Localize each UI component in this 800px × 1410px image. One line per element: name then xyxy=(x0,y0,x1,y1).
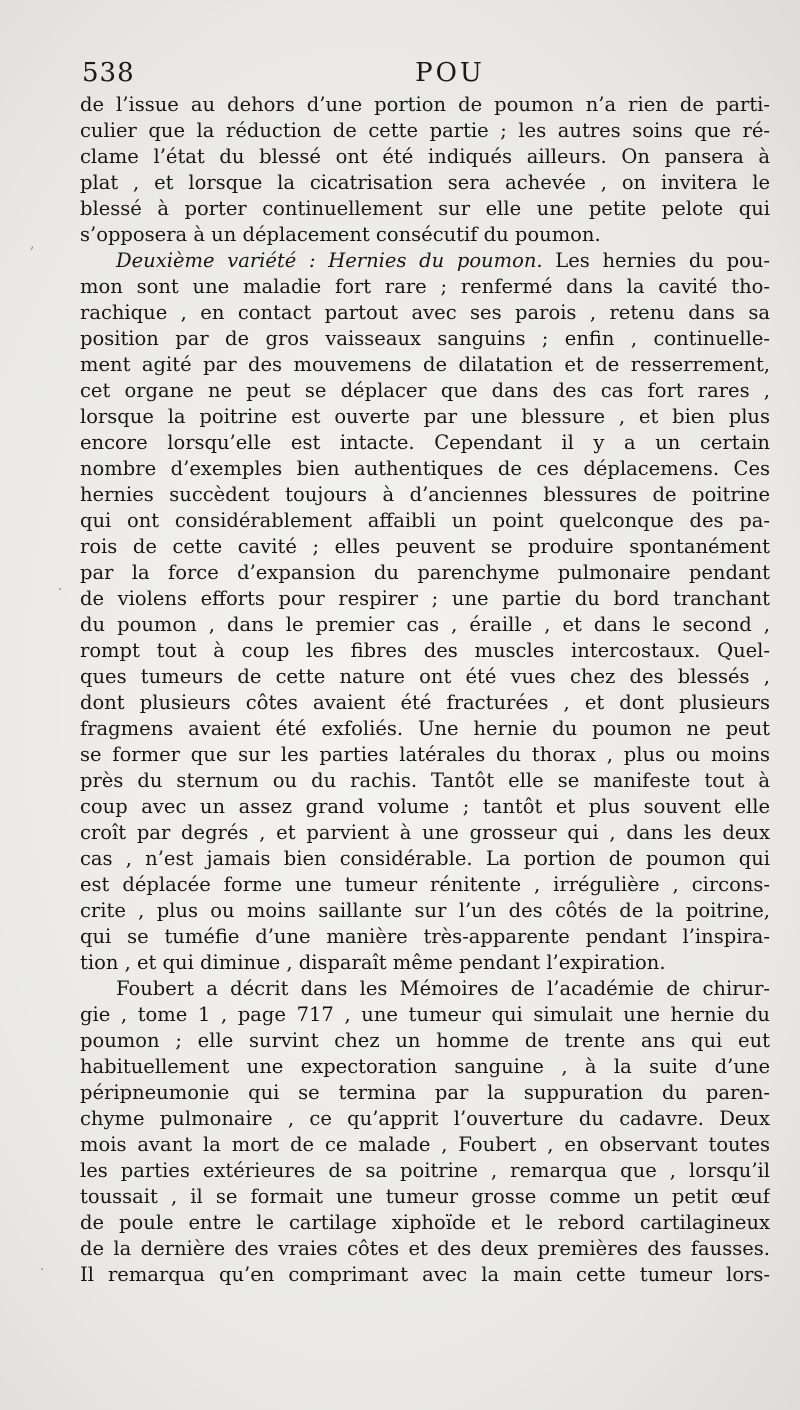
text-line: habituellement une expectoration sanguine , à la suite d’une xyxy=(80,1055,770,1078)
text-line: péripneumonie qui se termina par la suppuration du paren- xyxy=(80,1081,770,1104)
text-line: culier que la réduction de cette partie ; les autres soins que ré- xyxy=(80,119,770,142)
text-line: Les hernies du pou- xyxy=(555,249,770,272)
text-line: s’opposera à un déplacement consécutif du poumon. xyxy=(80,223,601,246)
text-line: hernies succèdent toujours à d’anciennes blessures de poitrine xyxy=(80,483,770,506)
text-line: les parties extérieures de sa poitrine , remarqua que , lorsqu’il xyxy=(80,1159,770,1182)
text-line-with-heading xyxy=(80,248,770,274)
text-line: tion , et qui diminue , disparaît même pendant l’expiration. xyxy=(80,951,666,974)
text-line: qui se tuméfie d’une manière très-apparente pendant l’inspira- xyxy=(80,925,770,948)
margin-speck: , xyxy=(30,236,35,252)
text-line: par la force d’expansion du parenchyme pulmonaire pendant xyxy=(80,561,770,584)
text-line: clame l’état du blessé ont été indiqués ailleurs. On pansera à xyxy=(80,145,770,168)
text-line: croît par degrés , et parvient à une grosseur qui , dans les deux xyxy=(80,821,770,844)
text-line: plat , et lorsque la cicatrisation sera achevée , on invitera le xyxy=(80,171,770,194)
text-line: lorsque la poitrine est ouverte par une blessure , et bien plus xyxy=(80,405,770,428)
text-line: crite , plus ou moins saillante sur l’un des côtés de la poitrine, xyxy=(80,899,770,922)
text-line: position par de gros vaisseaux sanguins ; enfin , continuelle- xyxy=(80,327,770,350)
page-number: 538 xyxy=(82,58,135,88)
text-line: cet organe ne peut se déplacer que dans des cas fort rares , xyxy=(80,379,770,402)
text-line: se former que sur les parties latérales du thorax , plus ou moins xyxy=(80,743,770,766)
text-line: fragmens avaient été exfoliés. Une hernie du poumon ne peut xyxy=(80,717,770,740)
text-line: gie , tome 1 , page 717 , une tumeur qui simulait une hernie du xyxy=(80,1003,770,1026)
text-line: rachique , en contact partout avec ses parois , retenu dans sa xyxy=(80,301,770,324)
text-line: Foubert a décrit dans les Mémoires de l’académie de chirur- xyxy=(116,977,770,1000)
text-line: qui ont considérablement affaibli un point quelconque des pa- xyxy=(80,509,770,532)
text-line: près du sternum ou du rachis. Tantôt elle se manifeste tout à xyxy=(80,769,770,792)
margin-speck: . xyxy=(58,578,63,594)
text-line: de l’issue au dehors d’une portion de poumon n’a rien de parti- xyxy=(80,93,770,116)
running-head: POU xyxy=(415,58,485,88)
text-line: de violens efforts pour respirer ; une partie du bord tranchant xyxy=(80,587,770,610)
text-line: coup avec un assez grand volume ; tantôt et plus souvent elle xyxy=(80,795,770,818)
margin-speck: · xyxy=(40,1262,45,1278)
text-line: ment agité par des mouvemens de dilatation et de resserrement, xyxy=(80,353,770,376)
text-line: Il remarqua qu’en comprimant avec la main cette tumeur lors- xyxy=(80,1263,770,1286)
text-line: est déplacée forme une tumeur rénitente , irrégulière , circons- xyxy=(80,873,770,896)
text-line: cas , n’est jamais bien considérable. La portion de poumon qui xyxy=(80,847,770,870)
text-line: encore lorsqu’elle est intacte. Cependant il y a un certain xyxy=(80,431,770,454)
body-text xyxy=(80,92,770,1288)
text-line: dont plusieurs côtes avaient été fracturées , et dont plusieurs xyxy=(80,691,770,714)
text-line: poumon ; elle survint chez un homme de trente ans qui eut xyxy=(80,1029,770,1052)
text-line: chyme pulmonaire , ce qu’apprit l’ouverture du cadavre. Deux xyxy=(80,1107,770,1130)
text-line: blessé à porter continuellement sur elle une petite pelote qui xyxy=(80,197,770,220)
section-heading: Deuxième variété : Hernies du poumon. xyxy=(116,249,543,272)
text-line: ques tumeurs de cette nature ont été vues chez des blessés , xyxy=(80,665,770,688)
page-header xyxy=(80,58,770,94)
text-line: de poule entre le cartilage xiphoïde et le rebord cartilagineux xyxy=(80,1211,770,1234)
text-line: nombre d’exemples bien authentiques de ces déplacemens. Ces xyxy=(80,457,770,480)
text-line: mon sont une maladie fort rare ; renfermé dans la cavité tho- xyxy=(80,275,770,298)
text-line: rompt tout à coup les fibres des muscles intercostaux. Quel- xyxy=(80,639,770,662)
text-line: toussait , il se formait une tumeur grosse comme un petit œuf xyxy=(80,1185,770,1208)
text-line: de la dernière des vraies côtes et des deux premières des fausses. xyxy=(80,1237,770,1260)
text-line: mois avant la mort de ce malade , Foubert , en observant toutes xyxy=(80,1133,770,1156)
text-line: rois de cette cavité ; elles peuvent se produire spontanément xyxy=(80,535,770,558)
text-line: du poumon , dans le premier cas , éraille , et dans le second , xyxy=(80,613,770,636)
